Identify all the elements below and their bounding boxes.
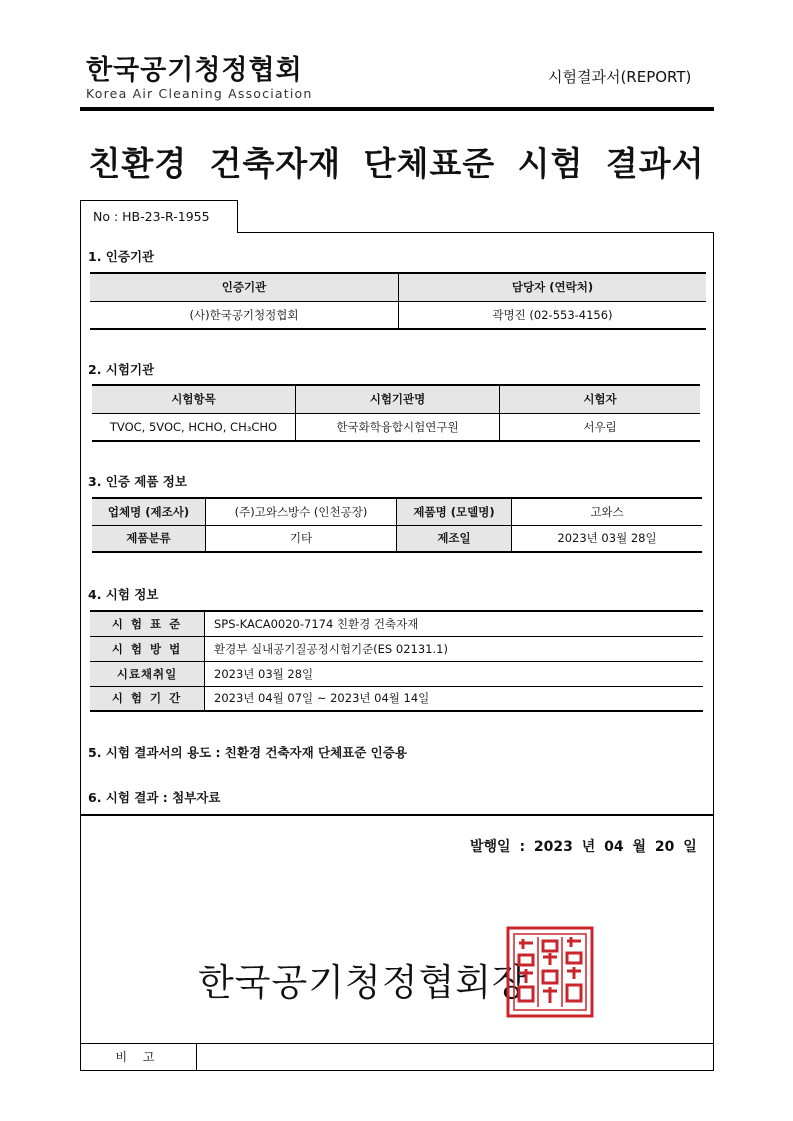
section6-result: 6. 시험 결과 : 첨부자료 [88,790,221,805]
table-cell: 한국화학융합시험연구원 [296,413,500,441]
certification-body-table [90,272,706,330]
field-value: 2023년 03월 28일 [512,525,703,552]
field-value: 고와스 [512,498,703,525]
column-header: 시험기관명 [296,385,500,413]
table-cell: 서우림 [500,413,701,441]
section2-heading: 2. 시험기관 [88,362,155,377]
section3-heading: 3. 인증 제품 정보 [88,474,187,489]
section4-heading: 4. 시험 정보 [88,587,159,602]
testing-body-table [92,384,700,442]
organization-name-english: Korea Air Cleaning Association [86,86,313,101]
issue-date: 발행일 : 2023 년 04 월 20 일 [470,839,697,855]
field-value: 2023년 04월 07일 ~ 2023년 04월 14일 [205,686,704,711]
report-number: No : HB-23-R-1955 [80,200,238,233]
field-label: 시 험 기 간 [90,686,205,711]
remarks-label: 비 고 [80,1044,197,1070]
report-label: 시험결과서(REPORT) [548,68,692,86]
field-label: 시 험 방 법 [90,636,205,661]
official-seal-icon [505,925,595,1019]
field-value: 기타 [206,525,397,552]
test-info-table [90,610,703,712]
table-cell: TVOC, 5VOC, HCHO, CH₃CHO [109,419,278,434]
field-value: 환경부 실내공기질공정시험기준(ES 02131.1) [205,636,704,661]
column-header: 시험항목 [92,385,296,413]
field-label: 제조일 [397,525,512,552]
column-header: 인증기관 [90,273,399,301]
table-cell: (사)한국공기청정협회 [189,307,299,322]
table-cell: 곽명진 (02-553-4156) [399,301,707,329]
field-label: 제품명 (모델명) [397,498,512,525]
column-header: 담당자 (연락처) [399,273,707,301]
field-label: 시 험 표 준 [90,611,205,636]
signature-title: 한국공기청정협회장 [198,961,529,1004]
section5-purpose: 5. 시험 결과서의 용도 : 친환경 건축자재 단체표준 인증용 [88,745,407,760]
column-header: 시험자 [500,385,701,413]
field-label: 시료채취일 [90,661,205,686]
field-value: SPS-KACA0020-7174 친환경 건축자재 [205,611,704,636]
header-rule [80,107,714,111]
document-title: 친환경 건축자재 단체표준 시험 결과서 [88,144,705,183]
section1-heading: 1. 인증기관 [88,249,155,264]
field-label: 제품분류 [92,525,206,552]
organization-name: 한국공기청정협회 [86,55,303,86]
field-label: 업체명 (제조사) [92,498,206,525]
section-divider [80,814,714,816]
product-info-table [92,497,702,553]
field-value: 2023년 03월 28일 [205,661,704,686]
field-value: (주)고와스방수 (인천공장) [206,498,397,525]
